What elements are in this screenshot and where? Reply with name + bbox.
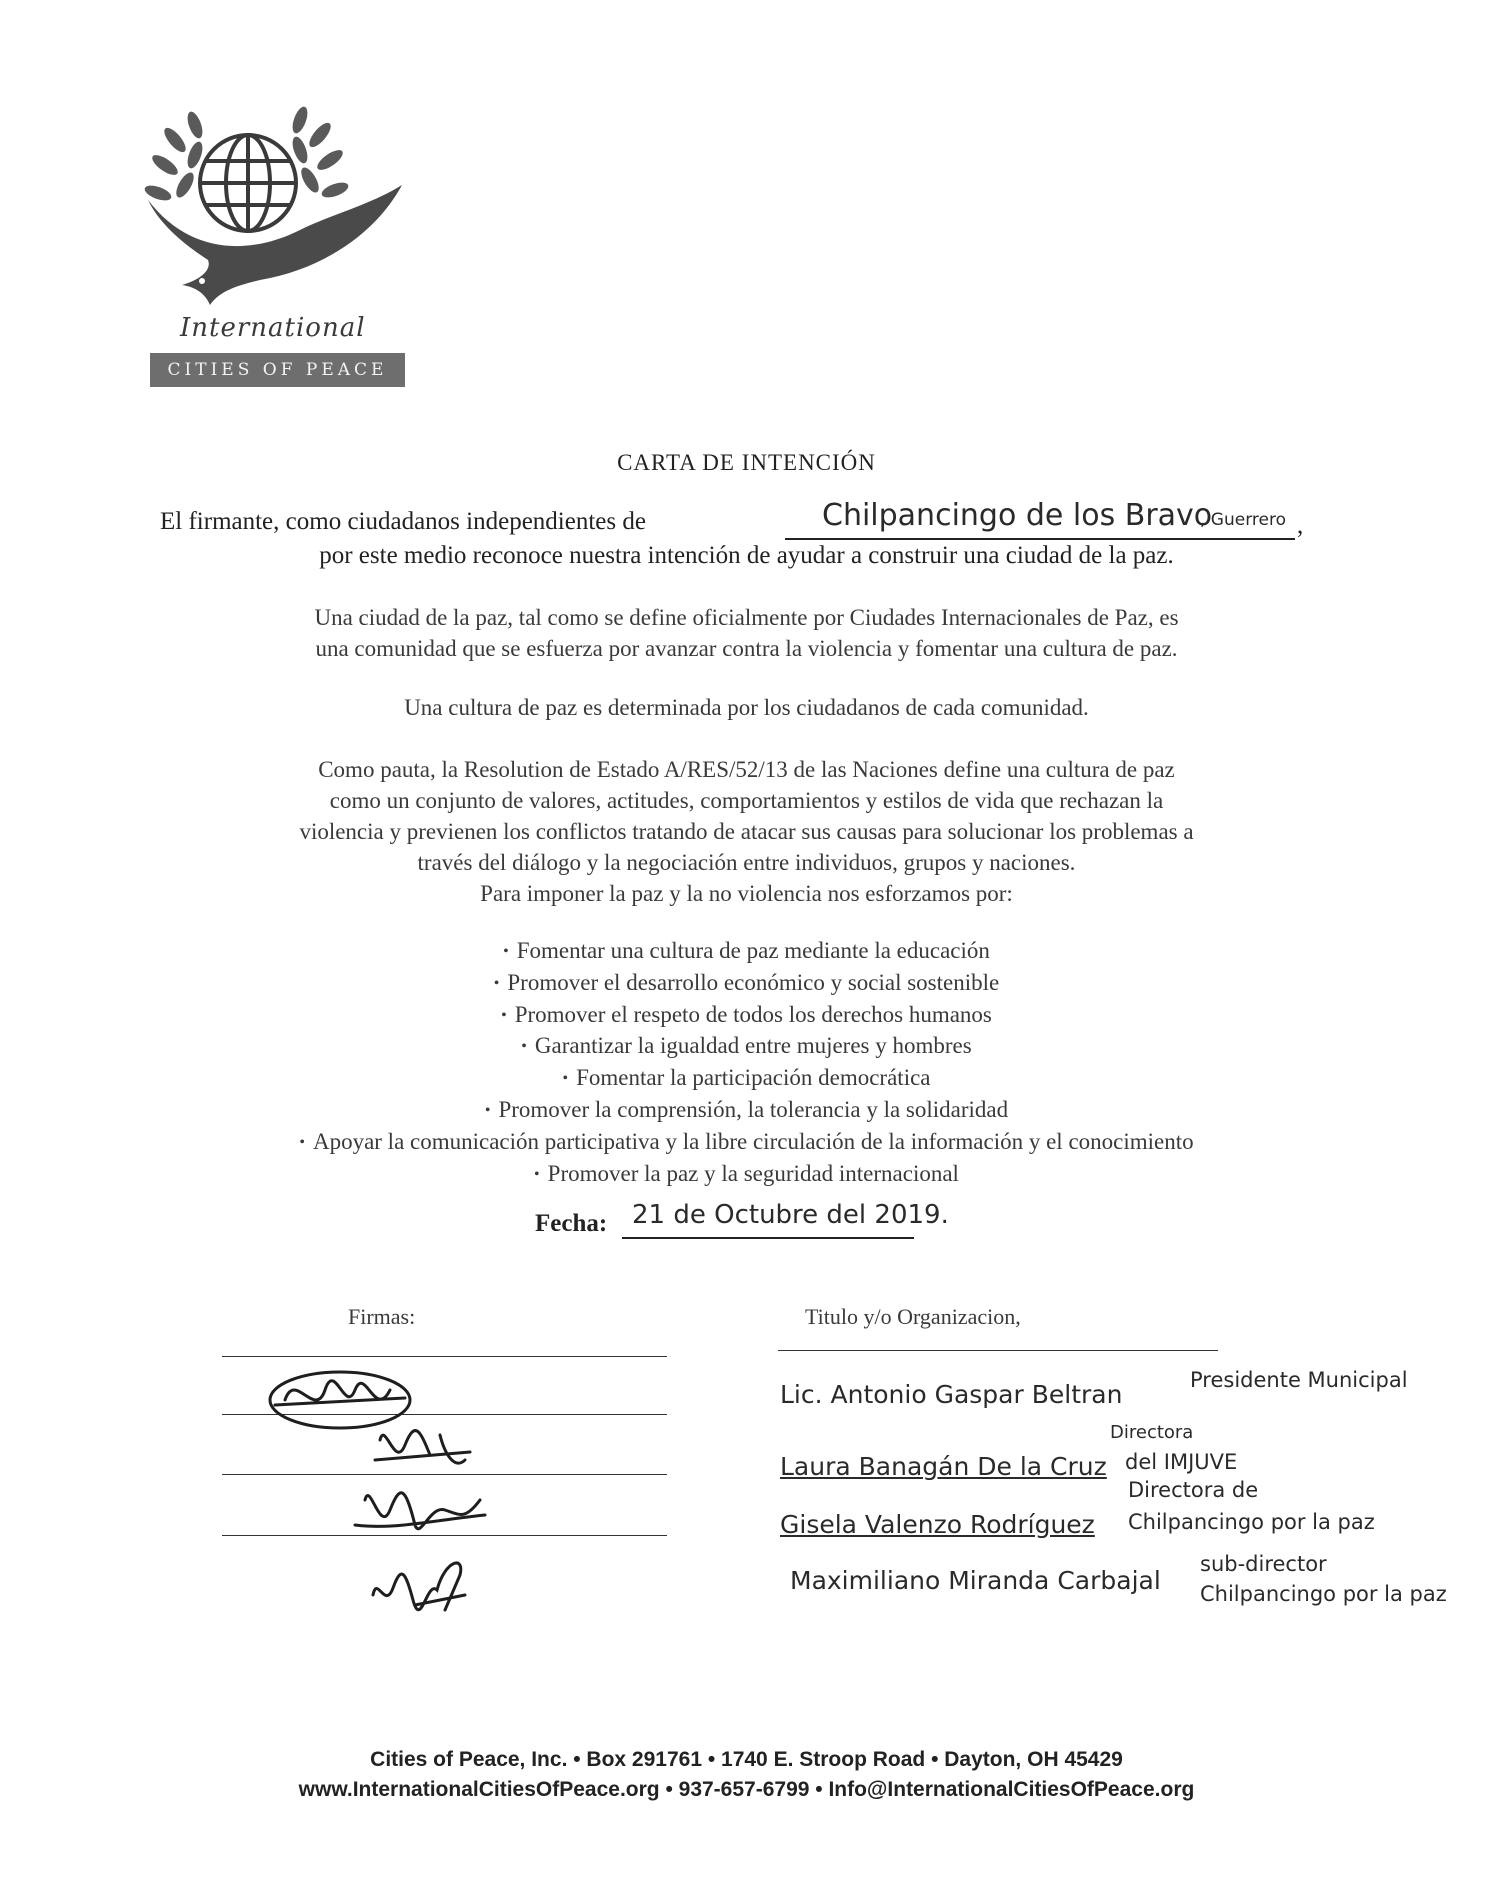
list-item: • Apoyar la comunicación participativa y la libre circulación de la información y el conocimiento [299, 1128, 1194, 1154]
bullet-icon: • [503, 943, 509, 960]
titulo-label: Titulo y/o Organizacion, [805, 1304, 1021, 1329]
title-line [778, 1350, 1218, 1351]
bullet-icon: • [493, 974, 500, 992]
intro-comma: , [1297, 512, 1304, 539]
international-cities-of-peace-logo [140, 105, 410, 395]
signature-line [222, 1356, 667, 1357]
list-item: • Fomentar una cultura de paz mediante la educación [503, 938, 990, 963]
fecha-fill-line [622, 1237, 914, 1239]
goals-list [120, 936, 1373, 1190]
paragraph-line: Como pauta, la Resolution de Estado A/RES/52/13 de las Naciones define una cultura de paz [318, 757, 1175, 782]
signature-3-scribble [355, 1493, 485, 1529]
logo-band-text: CITIES OF PEACE [150, 353, 405, 387]
signer-name-1: Lic. Antonio Gaspar Beltran [780, 1380, 1123, 1409]
signer-name-3: Gisela Valenzo Rodríguez [780, 1510, 1095, 1539]
firmas-label: Firmas: [348, 1304, 416, 1329]
handwritten-city: Chilpancingo de los Bravo [822, 498, 1213, 533]
fecha-label: Fecha: [535, 1210, 608, 1237]
paragraph-line: como un conjunto de valores, actitudes, comportamientos y estilos de vida que rechazan la [329, 788, 1164, 813]
handwritten-state: , Guerrero [1200, 510, 1286, 530]
bullet-icon: • [484, 1101, 491, 1119]
paragraph-resolution [120, 754, 1373, 909]
signature-2-scribble [375, 1431, 470, 1464]
intro-line-1: El firmante, como ciudadanos independientes de [160, 508, 646, 535]
list-item: • Promover la paz y la seguridad internacional [534, 1160, 959, 1186]
signer-role-3a: Directora de [1128, 1478, 1259, 1502]
footer-address: Cities of Peace, Inc. • Box 291761 • 1740 E. Stroop Road • Dayton, OH 45429 [370, 1748, 1123, 1771]
paragraph-line: una comunidad que se esfuerza por avanzar contra la violencia y fomentar una cultura de paz. [315, 636, 1178, 661]
signer-name-4: Maximiliano Miranda Carbajal [790, 1566, 1161, 1595]
city-fill-line [785, 538, 1295, 540]
list-item: • Promover el desarrollo económico y social sostenible [493, 969, 1000, 995]
paragraph-definition [120, 602, 1373, 664]
bullet-icon: • [521, 1038, 527, 1056]
signer-role-2a: Directora [1110, 1422, 1194, 1443]
paragraph-line: través del diálogo y la negociación entre individuos, grupos y naciones. [417, 850, 1076, 875]
paragraph-line: Una ciudad de la paz, tal como se define oficialmente por Ciudades Internacionales de Paz, es [314, 605, 1179, 630]
handwritten-signatures [255, 1360, 705, 1620]
list-item: • Garantizar la igualdad entre mujeres y hombres [521, 1033, 972, 1059]
logo-script-text: International [180, 313, 366, 343]
bullet-icon: • [534, 1165, 540, 1183]
bullet-icon: • [501, 1006, 507, 1024]
signer-role-4b: Chilpancingo por la paz [1200, 1582, 1447, 1606]
document-title: CARTA DE INTENCIÓN [617, 450, 876, 475]
bullet-icon: • [562, 1070, 569, 1088]
paragraph-line: Para imponer la paz y la no violencia nos esforzamos por: [480, 881, 1013, 906]
list-item: • Fomentar la participación democrática [562, 1065, 931, 1091]
list-item: • Promover el respeto de todos los derechos humanos [501, 1001, 992, 1027]
intro-line-2: por este medio reconoce nuestra intención de ayudar a construir una ciudad de la paz. [319, 542, 1174, 569]
footer-contact: www.InternationalCitiesOfPeace.org • 937-657-6799 • Info@InternationalCitiesOfPeace.org [298, 1778, 1195, 1801]
list-item: • Promover la comprensión, la tolerancia y la solidaridad [484, 1096, 1009, 1122]
dove-globe-laurel-icon [140, 105, 410, 315]
signer-role-3b: Chilpancingo por la paz [1128, 1510, 1375, 1534]
paragraph-culture: Una cultura de paz es determinada por los ciudadanos de cada comunidad. [404, 695, 1089, 720]
paragraph-line: violencia y previenen los conflictos tratando de atacar sus causas para solucionar los problemas a [299, 819, 1194, 844]
signer-role-2b: del IMJUVE [1125, 1450, 1238, 1474]
signature-1-scribble [275, 1381, 405, 1405]
bullet-icon: • [299, 1133, 305, 1151]
signature-4-scribble [373, 1563, 465, 1610]
handwritten-date: 21 de Octubre del 2019. [632, 1200, 949, 1230]
signer-role-1: Presidente Municipal [1190, 1368, 1408, 1392]
signer-name-2: Laura Banagán De la Cruz [780, 1452, 1107, 1481]
signer-role-4a: sub-director [1200, 1552, 1327, 1576]
